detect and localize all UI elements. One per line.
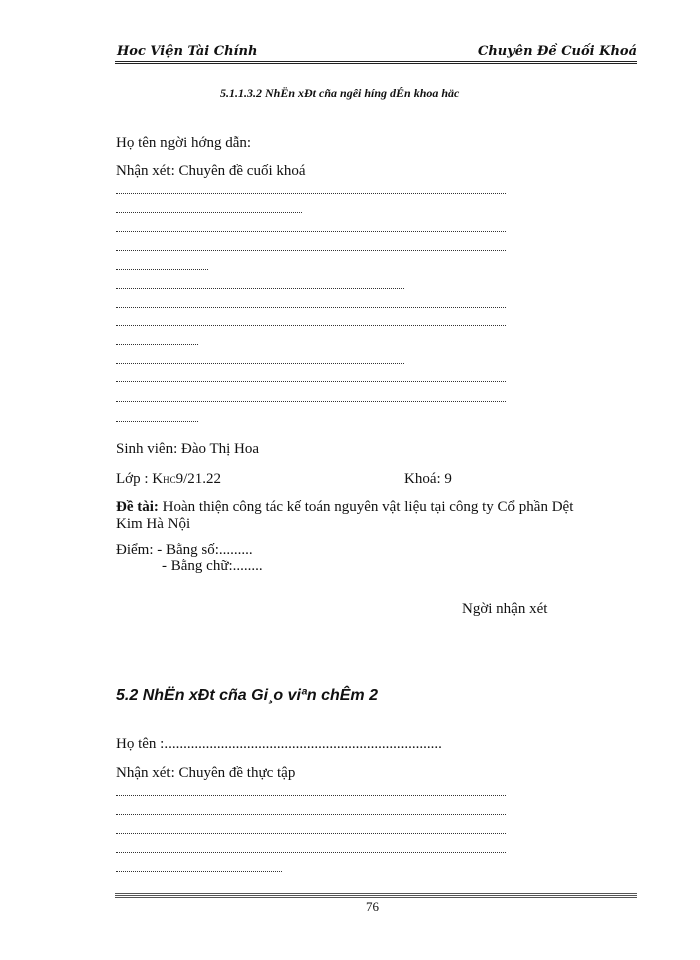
dotted-line bbox=[116, 325, 506, 326]
section1-heading: 5.1.1.3.2 NhËn xÐt cña ngêi híng dÉn khoa häc bbox=[220, 86, 460, 100]
footer-rule bbox=[115, 897, 637, 898]
class-info bbox=[116, 471, 221, 488]
advisor-label: Họ tên ngời hớng dẫn: bbox=[116, 135, 252, 151]
class-subscript: HC bbox=[163, 475, 176, 485]
header-rule-bottom bbox=[115, 63, 637, 64]
dotted-line bbox=[116, 344, 198, 345]
dotted-line bbox=[116, 795, 506, 796]
course-number: Khoá: 9 bbox=[404, 471, 452, 487]
topic-text: Hoàn thiện công tác kế toán nguyên vật liệu tại công ty Cổ phần Dệt bbox=[158, 499, 574, 515]
dotted-line bbox=[116, 288, 404, 289]
header-rule-top bbox=[115, 61, 637, 62]
dotted-line bbox=[116, 269, 208, 270]
dotted-line bbox=[116, 250, 506, 251]
section2-heading: 5.2 NhËn xÐt cña Gi¸o viªn chÊm 2 bbox=[116, 687, 378, 704]
section2-comment-label: Nhận xét: Chuyên đề thực tập bbox=[116, 765, 296, 781]
student-name: Sinh viên: Đào Thị Hoa bbox=[116, 441, 260, 457]
header-left: Hoc Viện Tài Chính bbox=[117, 44, 258, 59]
class-suffix: 9/21.22 bbox=[175, 471, 222, 487]
signer-label: Ngời nhận xét bbox=[462, 601, 548, 617]
dotted-line bbox=[116, 401, 506, 402]
dotted-line bbox=[116, 381, 506, 382]
page-number: 76 bbox=[366, 899, 379, 914]
score-words: - Bằng chữ:........ bbox=[162, 558, 263, 574]
footer-rule bbox=[115, 893, 637, 894]
score-number: Điểm: - Bằng số:......... bbox=[116, 542, 253, 558]
header-right: Chuyên Đề Cuối Khoá bbox=[478, 44, 637, 59]
class-prefix: Lớp : K bbox=[116, 471, 164, 487]
dotted-line bbox=[116, 852, 506, 853]
topic bbox=[116, 499, 573, 516]
footer-rule bbox=[115, 895, 637, 896]
dotted-line bbox=[116, 421, 198, 422]
topic-label: Đề tài: bbox=[116, 499, 159, 515]
examiner-name-label: Họ tên :.......................................................................... bbox=[116, 736, 442, 752]
dotted-line bbox=[116, 212, 302, 213]
dotted-line bbox=[116, 833, 506, 834]
dotted-line bbox=[116, 363, 404, 364]
dotted-line bbox=[116, 193, 506, 194]
comment-label: Nhận xét: Chuyên đề cuối khoá bbox=[116, 163, 306, 179]
dotted-line bbox=[116, 871, 282, 872]
dotted-line bbox=[116, 814, 506, 815]
topic-text-cont: Kim Hà Nội bbox=[116, 516, 191, 532]
dotted-line bbox=[116, 231, 506, 232]
dotted-line bbox=[116, 307, 506, 308]
